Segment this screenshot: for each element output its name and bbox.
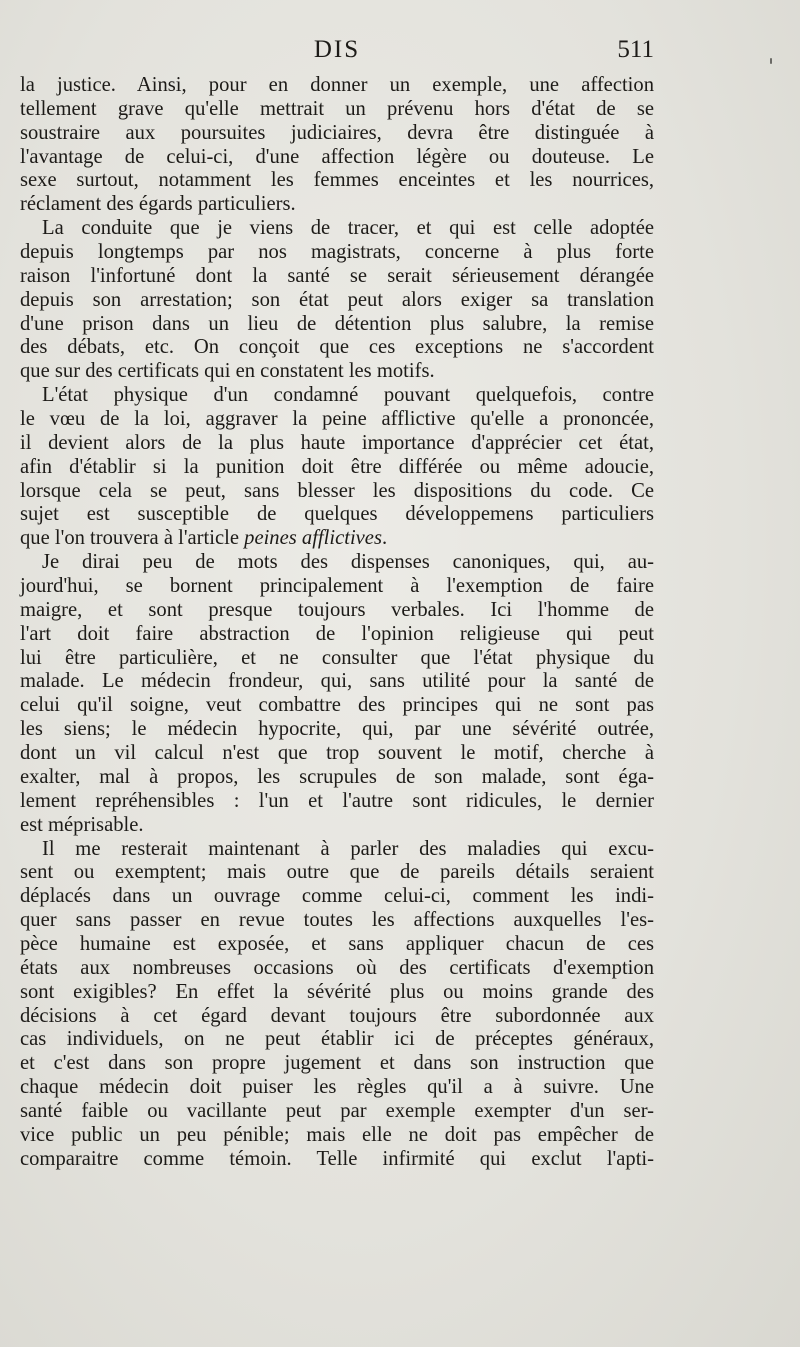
- text-line: la justice. Ainsi, pour en donner un exemple, une affection: [20, 74, 654, 96]
- text-line: il devient alors de la plus haute importance d'apprécier cet état,: [20, 431, 654, 454]
- text-line: états aux nombreuses occasions où des certificats d'exemption: [20, 956, 654, 979]
- text-line: l'art doit faire abstraction de l'opinion religieuse qui peut: [20, 622, 654, 645]
- text-line: maigre, et sont presque toujours verbales. Ici l'homme de: [20, 598, 654, 621]
- text-line: l'avantage de celui-ci, d'une affection légère ou douteuse. Le: [20, 145, 654, 168]
- article-reference: peines afflictives: [244, 527, 382, 550]
- text-line: jourd'hui, se bornent principalement à l'exemption de faire: [20, 575, 654, 598]
- text-line: afin d'établir si la punition doit être différée ou même adoucie,: [20, 455, 654, 478]
- paragraph-first-line: Je dirai peu de mots des dispenses canoniques, qui, au-: [42, 551, 654, 574]
- paragraph-first-line: La conduite que je viens de tracer, et qui est celle adoptée: [42, 217, 654, 240]
- text-line: quer sans passer en revue toutes les affections auxquelles l'es-: [20, 909, 654, 932]
- text-line: comparaitre comme témoin. Telle infirmité qui exclut l'apti-: [20, 1147, 654, 1170]
- text-line: sujet est susceptible de quelques développemens particuliers: [20, 503, 654, 526]
- text-line: déplacés dans un ouvrage comme celui-ci, comment les indi-: [20, 885, 654, 908]
- text-line: des débats, etc. On conçoit que ces exceptions ne s'accordent: [20, 336, 654, 359]
- text-line: sont exigibles? En effet la sévérité plus ou moins grande des: [20, 980, 654, 1003]
- page-header: [20, 36, 654, 68]
- ink-speck: [770, 58, 772, 64]
- paragraph-first-line: Il me resterait maintenant à parler des maladies qui excu-: [42, 837, 654, 860]
- text-line: sexe surtout, notamment les femmes enceintes et les nourrices,: [20, 169, 654, 192]
- text-line: les siens; le médecin hypocrite, qui, par une sévérité outrée,: [20, 718, 654, 741]
- text-line: et c'est dans son propre jugement et dans son instruction que: [20, 1052, 654, 1075]
- text-line-with-italic: que l'on trouvera à l'article peines afflictives.: [20, 527, 388, 550]
- text-line: le vœu de la loi, aggraver la peine afflictive qu'elle a prononcée,: [20, 408, 654, 431]
- text-line: tellement grave qu'elle mettrait un prévenu hors d'état de se: [20, 97, 654, 120]
- page-number: 511: [617, 36, 654, 63]
- text-line: pèce humaine est exposée, et sans appliquer chacun de ces: [20, 932, 654, 955]
- text-line: vice public un peu pénible; mais elle ne doit pas empêcher de: [20, 1123, 654, 1146]
- text-line: malade. Le médecin frondeur, qui, sans utilité pour la santé de: [20, 670, 654, 693]
- text-line: réclament des égards particuliers.: [20, 193, 296, 216]
- text-line: cas individuels, on ne peut établir ici de préceptes généraux,: [20, 1028, 654, 1051]
- text-line: lorsque cela se peut, sans blesser les dispositions du code. Ce: [20, 479, 654, 502]
- running-head: DIS: [313, 36, 361, 63]
- text-line: dont un vil calcul n'est que trop souvent le motif, cherche à: [20, 742, 654, 765]
- text-line: celui qu'il soigne, veut combattre des principes qui ne sont pas: [20, 694, 654, 717]
- text-line: lement repréhensibles : l'un et l'autre sont ridicules, le dernier: [20, 789, 654, 812]
- body-text: [20, 74, 654, 1172]
- paragraph-first-line: L'état physique d'un condamné pouvant quelquefois, contre: [42, 384, 654, 407]
- text-line: sent ou exemptent; mais outre que de pareils détails seraient: [20, 861, 654, 884]
- text-line: depuis son arrestation; son état peut alors exiger sa translation: [20, 288, 654, 311]
- text-line: chaque médecin doit puiser les règles qu'il a à suivre. Une: [20, 1076, 654, 1099]
- text-line: raison l'infortuné dont la santé se serait sérieusement dérangée: [20, 264, 654, 287]
- text-line: que sur des certificats qui en constatent les motifs.: [20, 360, 435, 383]
- text-line: depuis longtemps par nos magistrats, concerne à plus forte: [20, 241, 654, 264]
- text-line: décisions à cet égard devant toujours être subordonnée aux: [20, 1004, 654, 1027]
- text-line: santé faible ou vacillante peut par exemple exempter d'un ser-: [20, 1099, 654, 1122]
- text-line: d'une prison dans un lieu de détention plus salubre, la remise: [20, 312, 654, 335]
- text-line: exalter, mal à propos, les scrupules de son malade, sont éga-: [20, 765, 654, 788]
- text-line: lui être particulière, et ne consulter que l'état physique du: [20, 646, 654, 669]
- text-line: soustraire aux poursuites judiciaires, devra être distinguée à: [20, 121, 654, 144]
- text-line: est méprisable.: [20, 813, 144, 836]
